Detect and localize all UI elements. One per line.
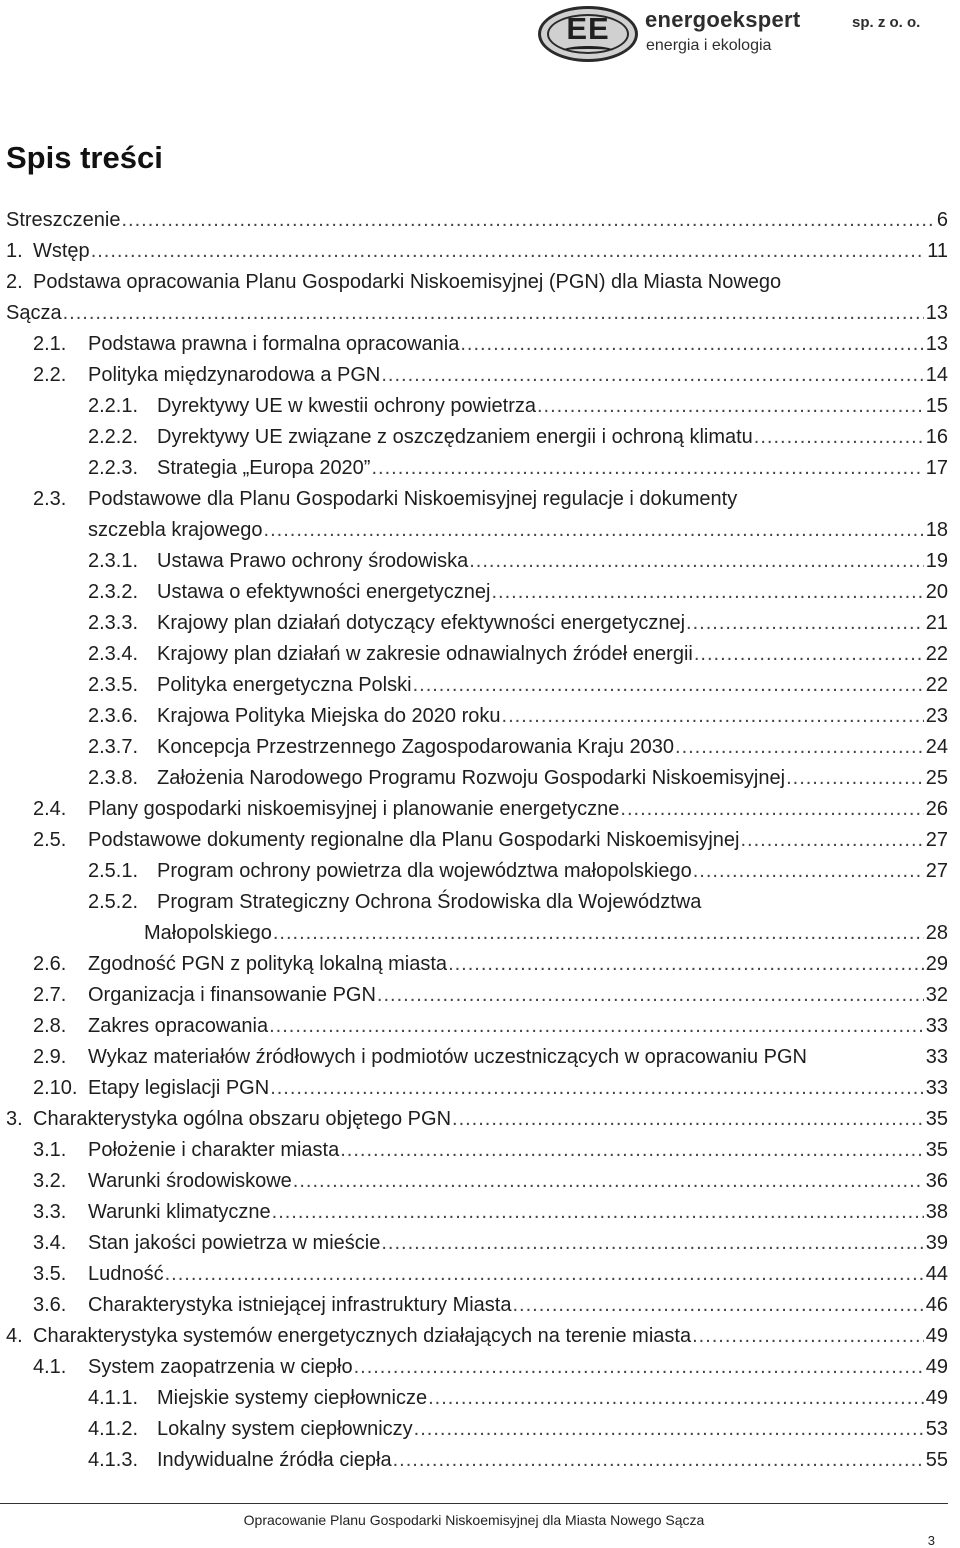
toc-entry-number: 2.1.	[33, 333, 67, 355]
toc-entry-title: Plany gospodarki niskoemisyjnej i planowanie energetyczne	[88, 798, 620, 820]
toc-entry-number: 3.1.	[33, 1139, 67, 1161]
toc-entry-title: Polityka energetyczna Polski	[157, 674, 412, 696]
toc-entry-page: 23	[925, 705, 948, 727]
toc-entry-title: Ustawa o efektywności energetycznej	[157, 581, 491, 603]
toc-entry-page: 33	[925, 1077, 948, 1099]
toc-entry-number: 2.9.	[33, 1046, 67, 1068]
toc-entry[interactable]	[88, 763, 948, 794]
toc-entry-title: Etapy legislacji PGN	[88, 1077, 270, 1099]
toc-entry-page: 55	[925, 1449, 948, 1471]
toc-entry-page: 13	[925, 333, 948, 355]
toc-entry-page: 46	[925, 1294, 948, 1316]
toc-entry-page: 20	[925, 581, 948, 603]
toc-dot-leader	[502, 701, 924, 732]
toc-dot-leader	[740, 825, 923, 856]
toc-dot-leader	[293, 1166, 924, 1197]
toc-entry[interactable]	[88, 422, 948, 453]
toc-entry[interactable]	[33, 1135, 948, 1166]
toc-entry-page: 18	[925, 519, 948, 541]
toc-dot-leader	[754, 422, 924, 453]
toc-entry-page: 19	[925, 550, 948, 572]
toc-entry-number: 2.5.	[33, 829, 67, 851]
toc-dot-leader	[272, 1197, 924, 1228]
toc-dot-leader	[381, 1228, 923, 1259]
toc-entry-number: 2.3.5.	[88, 674, 139, 696]
toc-entry-title: Koncepcja Przestrzennego Zagospodarowania Kraju 2030	[157, 736, 675, 758]
toc-dot-leader	[413, 670, 924, 701]
toc-entry-page: 33	[925, 1046, 948, 1068]
toc-entry-page: 17	[925, 457, 948, 479]
toc-entry[interactable]	[33, 1073, 948, 1104]
toc-dot-leader	[492, 577, 924, 608]
toc-dot-leader	[512, 1290, 923, 1321]
toc-dot-leader	[448, 949, 924, 980]
toc-entry-page: 27	[925, 860, 948, 882]
toc-dot-leader	[63, 298, 924, 329]
toc-entry-title: Organizacja i finansowanie PGN	[88, 984, 376, 1006]
toc-entry-title: Podstawowe dokumenty regionalne dla Planu Gospodarki Niskoemisyjnej	[88, 829, 740, 851]
toc-entry-title: Ustawa Prawo ochrony środowiska	[157, 550, 469, 572]
toc-entry[interactable]	[33, 1166, 948, 1197]
toc-entry-title: Dyrektywy UE związane z oszczędzaniem energii i ochroną klimatu	[157, 426, 753, 448]
toc-entry-title: Wykaz materiałów źródłowych i podmiotów uczestniczących w opracowaniu PGN	[88, 1046, 807, 1068]
toc-entry-title: Charakterystyka ogólna obszaru objętego PGN	[33, 1108, 452, 1130]
toc-entry[interactable]	[6, 205, 948, 236]
toc-entry-number: 2.2.1.	[88, 395, 139, 417]
toc-entry[interactable]	[88, 670, 948, 701]
toc-entry-page: 13	[925, 302, 948, 324]
toc-entry[interactable]	[6, 1321, 948, 1352]
toc-dot-leader	[122, 205, 935, 236]
toc-entry-page: 24	[925, 736, 948, 758]
toc-entry-title: Zgodność PGN z polityką lokalną miasta	[88, 953, 448, 975]
toc-entry-number: 2.3.8.	[88, 767, 139, 789]
page-number: 3	[927, 1533, 935, 1548]
toc-entry[interactable]	[88, 453, 948, 484]
toc-entry-number: 3.	[6, 1108, 23, 1130]
toc-entry-title: Zakres opracowania	[88, 1015, 269, 1037]
toc-entry-title: Charakterystyka systemów energetycznych działających na terenie miasta	[33, 1325, 692, 1347]
toc-entry[interactable]	[33, 1352, 948, 1383]
toc-entry-page: 11	[927, 240, 948, 262]
toc-entry-number: 2.3.	[33, 488, 67, 510]
toc-entry-number: 3.2.	[33, 1170, 67, 1192]
toc-entry-number: 2.	[6, 271, 23, 293]
toc-entry-page: 49	[925, 1387, 948, 1409]
toc-entry-number: 2.2.2.	[88, 426, 139, 448]
toc-entry[interactable]	[88, 887, 948, 918]
toc-entry[interactable]	[33, 329, 948, 360]
toc-entry[interactable]	[6, 1104, 948, 1135]
toc-dot-leader	[414, 1414, 924, 1445]
toc-entry-title: Lokalny system ciepłowniczy	[157, 1418, 413, 1440]
toc-entry[interactable]	[33, 360, 948, 391]
toc-entry[interactable]	[88, 546, 948, 577]
toc-entry[interactable]	[88, 856, 948, 887]
toc-entry-page: 44	[925, 1263, 948, 1285]
toc-dot-leader	[371, 453, 923, 484]
toc-entry-page: 29	[925, 953, 948, 975]
toc-entry-page: 21	[925, 612, 948, 634]
toc-entry[interactable]	[88, 701, 948, 732]
toc-dot-leader	[273, 918, 924, 949]
toc-entry[interactable]	[33, 1011, 948, 1042]
toc-entry-page: 39	[925, 1232, 948, 1254]
toc-entry-title: Warunki środowiskowe	[88, 1170, 292, 1192]
company-legal-form: sp. z o. o.	[852, 14, 921, 31]
toc-entry-page: 49	[925, 1356, 948, 1378]
toc-dot-leader	[377, 980, 924, 1011]
toc-entry-number: 3.4.	[33, 1232, 67, 1254]
toc-dot-leader	[537, 391, 924, 422]
toc-entry-title: Podstawa prawna i formalna opracowania	[88, 333, 460, 355]
toc-entry[interactable]	[33, 1042, 948, 1073]
toc-entry-page: 35	[925, 1139, 948, 1161]
toc-entry-page: 33	[925, 1015, 948, 1037]
toc-entry-page: 6	[936, 209, 948, 231]
toc-entry-page: 22	[925, 643, 948, 665]
toc-entry[interactable]	[88, 515, 948, 546]
toc-entry[interactable]	[88, 608, 948, 639]
toc-entry-number: 3.5.	[33, 1263, 67, 1285]
toc-entry-title: Streszczenie	[6, 209, 121, 231]
toc-entry-title: Krajowy plan działań dotyczący efektywności energetycznej	[157, 612, 686, 634]
toc-entry[interactable]	[33, 1290, 948, 1321]
toc-entry-title: Charakterystyka istniejącej infrastruktury Miasta	[88, 1294, 512, 1316]
toc-entry-number: 4.1.1.	[88, 1387, 139, 1409]
toc-dot-leader	[452, 1104, 924, 1135]
toc-entry-number: 2.3.6.	[88, 705, 139, 727]
company-tagline: energia i ekologia	[646, 37, 772, 54]
toc-entry[interactable]	[88, 1445, 948, 1476]
toc-entry-title: Wstęp	[33, 240, 90, 262]
toc-entry-page: 15	[925, 395, 948, 417]
toc-entry-title: szczebla krajowego	[88, 519, 263, 541]
toc-entry[interactable]	[88, 577, 948, 608]
toc-entry[interactable]	[88, 639, 948, 670]
toc-entry[interactable]	[33, 1228, 948, 1259]
toc-entry[interactable]	[33, 949, 948, 980]
toc-entry-page: 26	[925, 798, 948, 820]
page-header	[0, 0, 960, 70]
toc-entry-title: Stan jakości powietrza w mieście	[88, 1232, 381, 1254]
toc-entry[interactable]	[88, 1383, 948, 1414]
toc-entry-number: 2.3.4.	[88, 643, 139, 665]
toc-entry-number: 2.4.	[33, 798, 67, 820]
toc-entry[interactable]	[88, 732, 948, 763]
company-logo	[538, 6, 638, 62]
toc-entry-title: Dyrektywy UE w kwestii ochrony powietrza	[157, 395, 536, 417]
toc-entry-page: 36	[925, 1170, 948, 1192]
toc-entry[interactable]	[33, 1259, 948, 1290]
toc-entry-title: Małopolskiego	[144, 922, 272, 944]
toc-entry[interactable]	[88, 391, 948, 422]
toc-entry-page: 32	[925, 984, 948, 1006]
company-name: energoekspert	[645, 7, 801, 32]
toc-entry-number: 4.1.	[33, 1356, 67, 1378]
toc-entry-page: 28	[925, 922, 948, 944]
toc-entry[interactable]	[144, 918, 948, 949]
toc-entry-page: 22	[925, 674, 948, 696]
toc-dot-leader	[354, 1352, 924, 1383]
toc-entry-page: 53	[925, 1418, 948, 1440]
toc-entry-title: Polityka międzynarodowa a PGN	[88, 364, 381, 386]
footer-text: Opracowanie Planu Gospodarki Niskoemisyjnej dla Miasta Nowego Sącza	[243, 1512, 705, 1528]
page-title: Spis treści	[6, 140, 163, 175]
toc-entry-title: Podstawowe dla Planu Gospodarki Niskoemisyjnej regulacje i dokumenty	[88, 488, 738, 510]
toc-entry-title: Warunki klimatyczne	[88, 1201, 271, 1223]
toc-entry-number: 2.3.1.	[88, 550, 139, 572]
toc-entry-title: Krajowa Polityka Miejska do 2020 roku	[157, 705, 501, 727]
toc-dot-leader	[686, 608, 924, 639]
toc-entry-page: 25	[925, 767, 948, 789]
toc-entry-title: Ludność	[88, 1263, 164, 1285]
toc-entry[interactable]	[6, 267, 948, 298]
toc-entry-number: 2.7.	[33, 984, 67, 1006]
toc-dot-leader	[428, 1383, 924, 1414]
toc-dot-leader	[264, 515, 924, 546]
toc-entry-number: 2.5.2.	[88, 891, 139, 913]
toc-entry-title: Program Strategiczny Ochrona Środowiska dla Województwa	[157, 891, 702, 913]
toc-dot-leader	[165, 1259, 924, 1290]
toc-entry-title: Program ochrony powietrza dla województwa małopolskiego	[157, 860, 692, 882]
toc-entry-number: 2.2.	[33, 364, 67, 386]
toc-dot-leader	[675, 732, 924, 763]
toc-entry[interactable]	[33, 484, 948, 515]
toc-entry-number: 2.3.2.	[88, 581, 139, 603]
toc-dot-leader	[692, 1321, 924, 1352]
toc-entry-title: Indywidualne źródła ciepła	[157, 1449, 392, 1471]
toc-dot-leader	[393, 1445, 924, 1476]
toc-entry-page: 14	[925, 364, 948, 386]
toc-entry[interactable]	[33, 980, 948, 1011]
toc-dot-leader	[270, 1073, 924, 1104]
toc-entry-title: Krajowy plan działań w zakresie odnawialnych źródeł energii	[157, 643, 693, 665]
toc-entry[interactable]	[33, 825, 948, 856]
toc-dot-leader	[460, 329, 923, 360]
toc-entry-number: 2.5.1.	[88, 860, 139, 882]
toc-entry[interactable]	[88, 1414, 948, 1445]
toc-dot-leader	[693, 856, 924, 887]
toc-entry-number: 3.3.	[33, 1201, 67, 1223]
toc-dot-leader	[340, 1135, 924, 1166]
toc-entry-title: Miejskie systemy ciepłownicze	[157, 1387, 428, 1409]
toc-dot-leader	[91, 236, 926, 267]
toc-entry[interactable]	[6, 236, 948, 267]
toc-entry-number: 2.8.	[33, 1015, 67, 1037]
logo-monogram: EE	[566, 11, 610, 46]
toc-entry-number: 4.1.3.	[88, 1449, 139, 1471]
toc-entry-number: 2.3.7.	[88, 736, 139, 758]
toc-entry-number: 2.2.3.	[88, 457, 139, 479]
toc-entry-title: Położenie i charakter miasta	[88, 1139, 340, 1161]
toc-entry-page: 38	[925, 1201, 948, 1223]
toc-entry-title: Sącza	[6, 302, 62, 324]
toc-entry-page: 35	[925, 1108, 948, 1130]
toc-entry-title: Założenia Narodowego Programu Rozwoju Gospodarki Niskoemisyjnej	[157, 767, 786, 789]
toc-entry[interactable]	[33, 1197, 948, 1228]
toc-dot-leader	[381, 360, 923, 391]
logo-swoosh-icon	[563, 46, 613, 55]
toc-entry-title: Podstawa opracowania Planu Gospodarki Niskoemisyjnej (PGN) dla Miasta Nowego	[33, 271, 782, 293]
toc-entry-number: 2.10.	[33, 1077, 78, 1099]
toc-dot-leader	[694, 639, 924, 670]
footer-divider	[0, 1503, 948, 1504]
toc-dot-leader	[469, 546, 924, 577]
toc-entry-number: 2.6.	[33, 953, 67, 975]
toc-entry[interactable]	[33, 794, 948, 825]
toc-entry-page: 49	[925, 1325, 948, 1347]
toc-entry-number: 2.3.3.	[88, 612, 139, 634]
toc-entry-page: 16	[925, 426, 948, 448]
toc-entry-page: 27	[925, 829, 948, 851]
toc-dot-leader	[269, 1011, 924, 1042]
toc-entry-number: 4.	[6, 1325, 23, 1347]
toc-dot-leader	[620, 794, 923, 825]
toc-entry-number: 4.1.2.	[88, 1418, 139, 1440]
toc-entry-number: 1.	[6, 240, 23, 262]
toc-entry[interactable]	[6, 298, 948, 329]
toc-dot-leader	[786, 763, 924, 794]
toc-entry-title: System zaopatrzenia w ciepło	[88, 1356, 353, 1378]
toc-entry-title: Strategia „Europa 2020”	[157, 457, 371, 479]
toc-entry-number: 3.6.	[33, 1294, 67, 1316]
